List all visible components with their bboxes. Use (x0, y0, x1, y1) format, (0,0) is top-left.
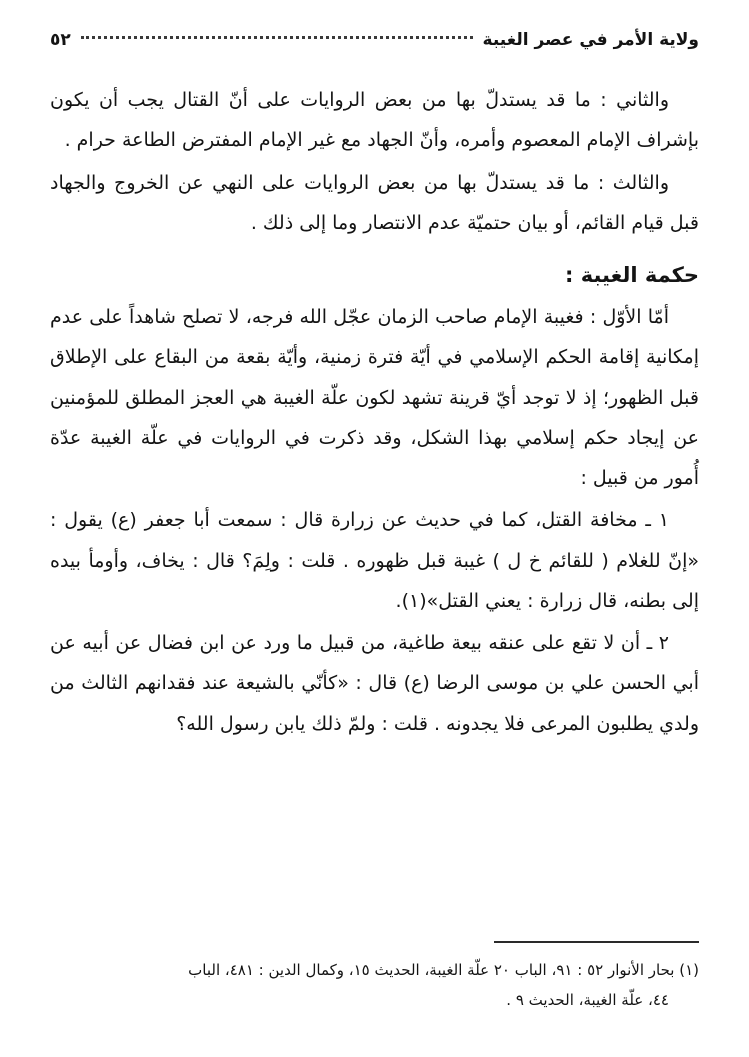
running-title: ولاية الأمر في عصر الغيبة (482, 30, 699, 50)
paragraph-reason-1: ١ ـ مخافة القتل، كما في حديث عن زرارة قال : سمعت أبا جعفر (ع) يقول : «إنّ للغلام ( للقائم خ ل ) غيبة قبل ظهوره . قلت : ولِمَ؟ قال : يخاف، وأومأ بيده إلى بطنه، قال زرارة : يعني القتل»(١). (50, 509, 699, 612)
footnote-area (50, 941, 699, 1015)
page-header (50, 30, 699, 50)
section-heading: حكمة الغيبة : (565, 263, 699, 288)
dot-leader (81, 36, 473, 39)
page-body (50, 80, 699, 746)
paragraph-second-point: والثاني : ما قد يستدلّ بها من بعض الروايات على أنّ القتال يجب أن يكون بإشراف الإمام المعصوم وأمره، وأنّ الجهاد مع غير الإمام المفترض الطاعة حرام . (50, 89, 699, 152)
paragraph-reason-2: ٢ ـ أن لا تقع على عنقه بيعة طاغية، من قبيل ما ورد عن ابن فضال عن أبيه عن أبي الحسن علي بن موسى الرضا (ع) قال : «كأنّي بالشيعة عند فقدانهم الثالث من ولدي يطلبون المرعى فلا يجدونه . قلت : ولمّ ذلك يابن رسول الله؟ (50, 632, 699, 735)
footnote-line-1: (١) بحار الأنوار ٥٢ : ٩١، الباب ٢٠ علّة الغيبة، الحديث ١٥، وكمال الدين : ٤٨١، الباب (188, 961, 699, 979)
paragraph-third-point: والثالث : ما قد يستدلّ بها من بعض الروايات على النهي عن الخروج والجهاد قبل قيام القائم، أو بيان حتميّة عدم الانتصار وما إلى ذلك . (50, 171, 699, 234)
footnote-separator (494, 941, 699, 943)
paragraph-wisdom-intro: أمّا الأوّل : فغيبة الإمام صاحب الزمان عجّل الله فرجه، لا تصلح شاهداً على عدم إمكانية إقامة الحكم الإسلامي في أيّة فترة زمنية، وأيّة بقعة من البقاع على الإطلاق قبل الظهور؛ إذ لا توجد أيّ قرينة تشهد لكون علّة الغيبة هي العجز المطلق للمؤمنين عن إيجاد حكم إسلامي بهذا الشكل، وقد ذكرت في الروايات في علّة الغيبة عدّة أُمور من قبيل : (50, 306, 699, 490)
page-number: ٥٢ (50, 30, 71, 50)
footnote-line-2: ٤٤، علّة الغيبة، الحديث ٩ . (506, 991, 669, 1009)
